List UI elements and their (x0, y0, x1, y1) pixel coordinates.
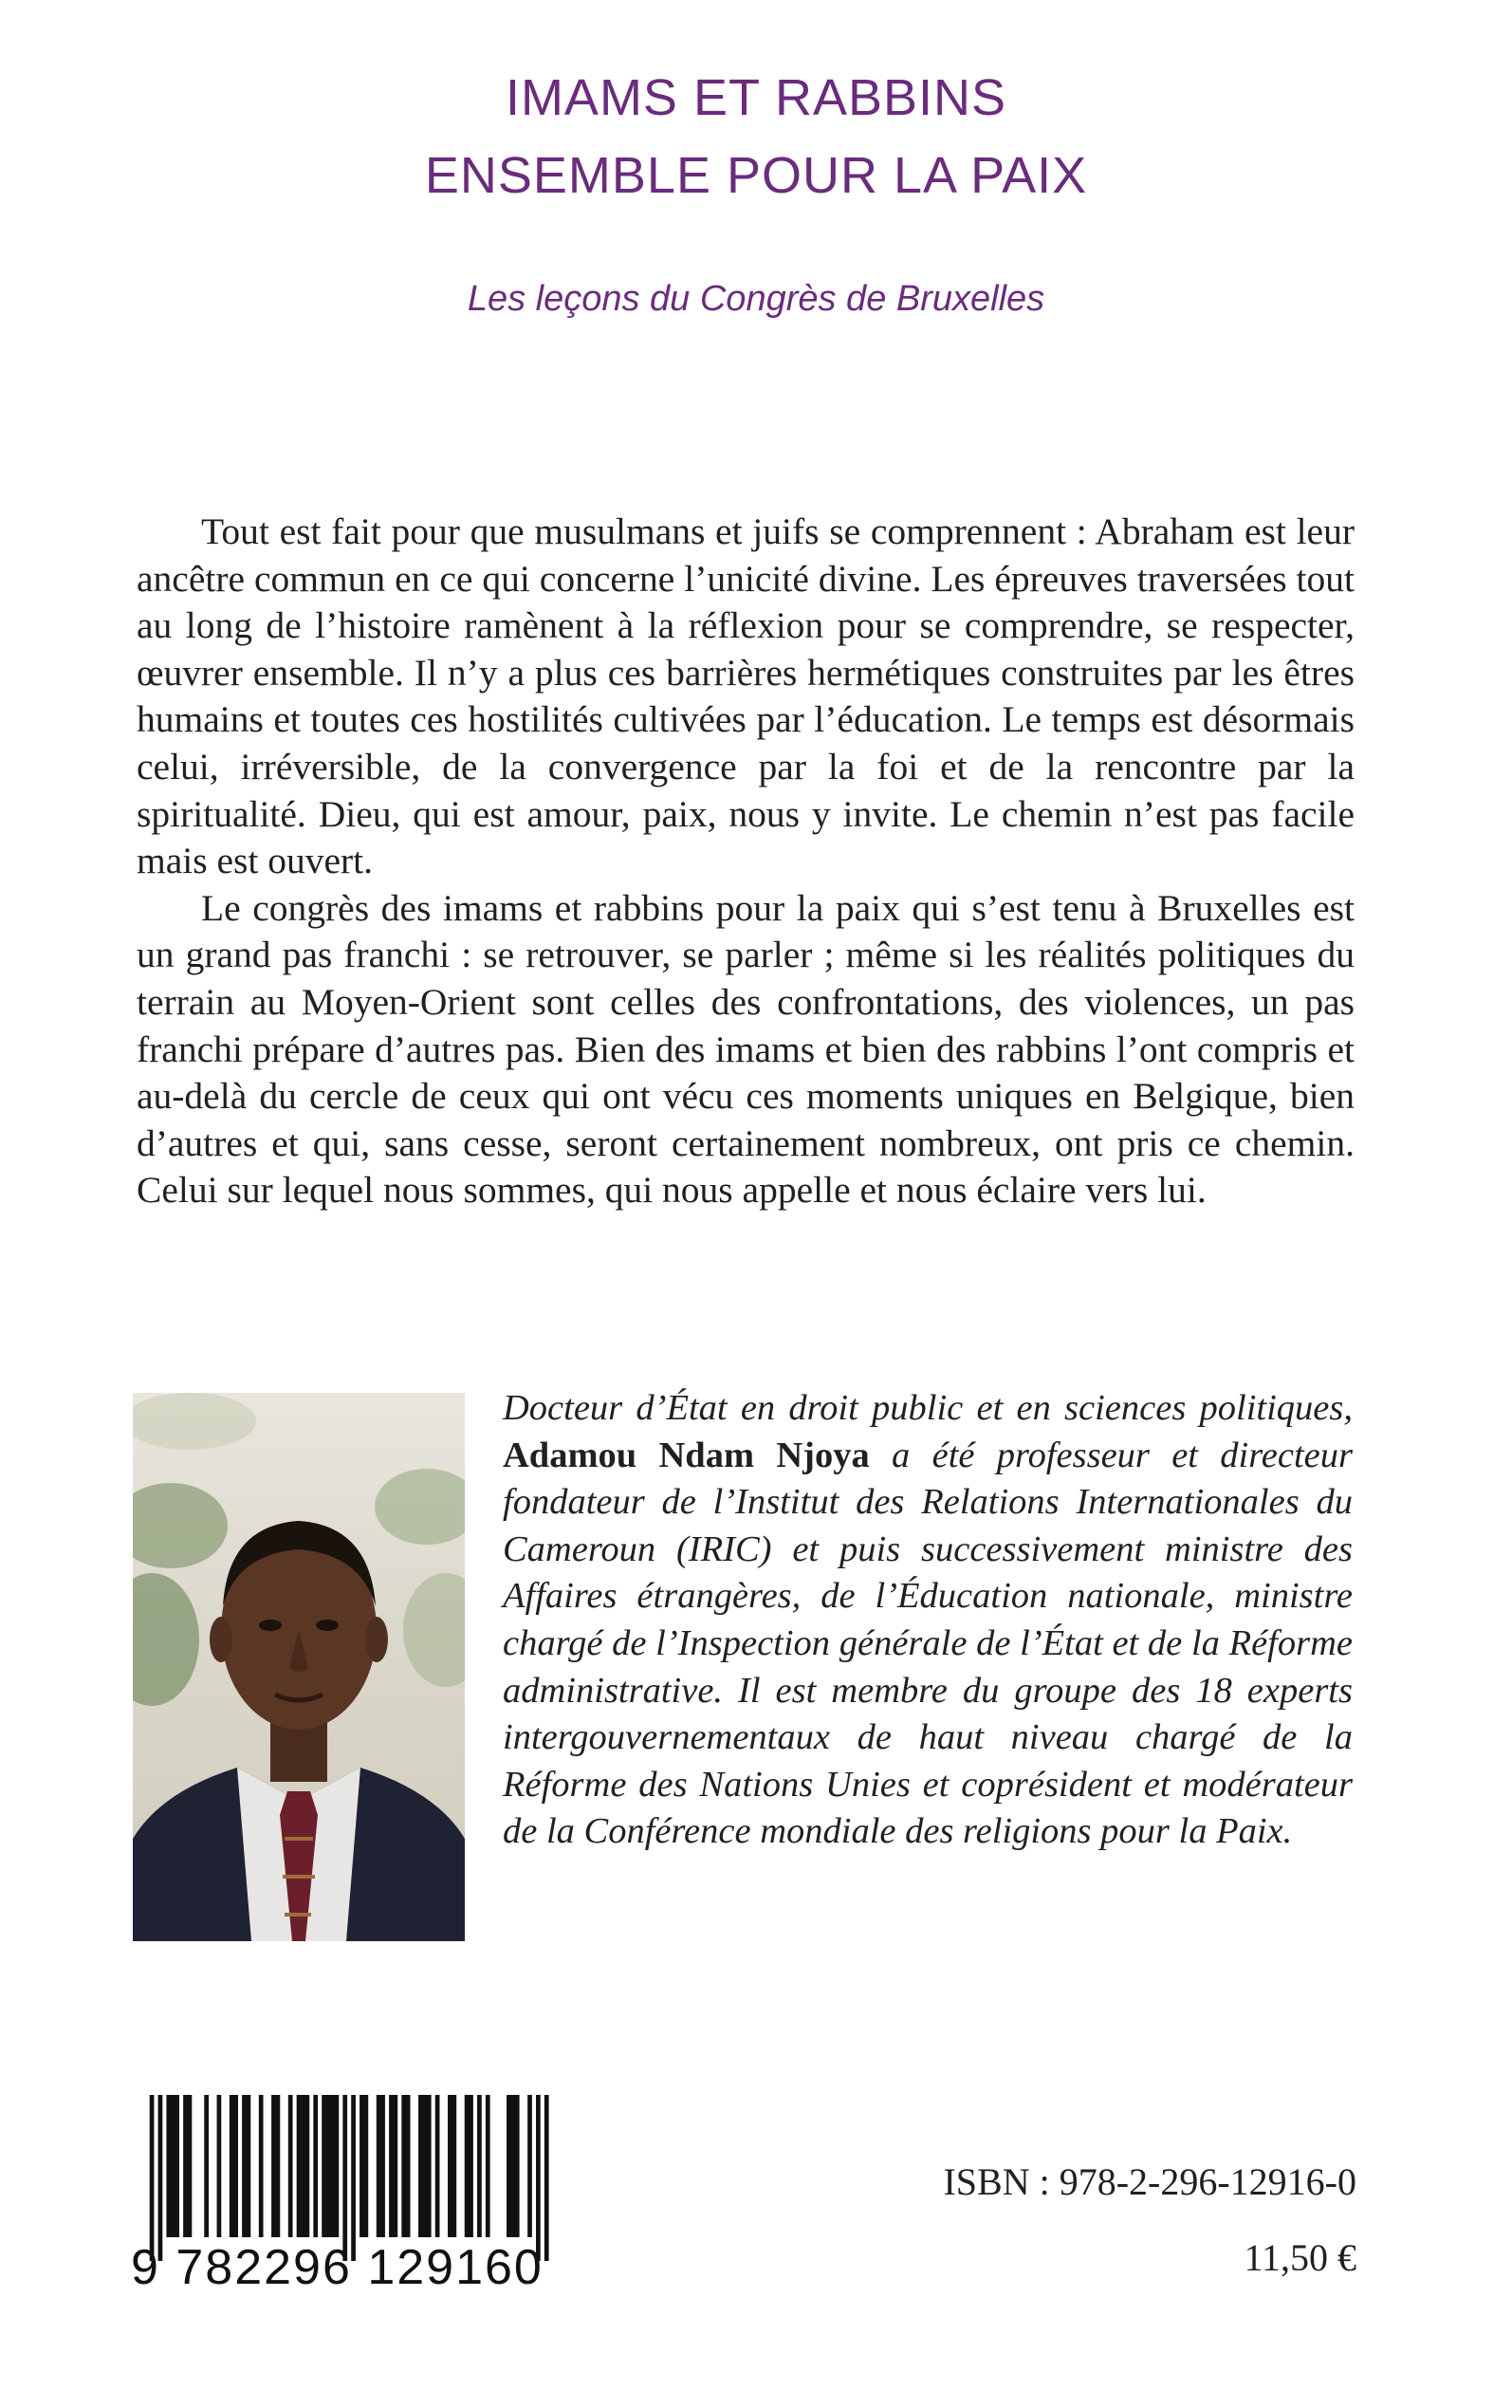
barcode-bar (150, 2095, 155, 2261)
barcode-bar (435, 2095, 440, 2237)
barcode-bar (406, 2095, 411, 2237)
barcode-bar (322, 2095, 326, 2237)
barcode-bar (247, 2095, 251, 2237)
barcode-bar (259, 2095, 264, 2237)
book-subtitle: Les leçons du Congrès de Bruxelles (467, 279, 1045, 319)
barcode-bar (465, 2095, 470, 2237)
book-title (0, 59, 1512, 214)
barcode-bar (418, 2095, 423, 2237)
barcode-bar (158, 2095, 163, 2261)
barcode-bar (389, 2095, 394, 2237)
barcode-bar (422, 2095, 427, 2237)
back-cover-text (137, 509, 1355, 1214)
barcode-bar (427, 2095, 432, 2237)
barcode-bar (363, 2095, 368, 2237)
paragraph-1: Tout est fait pour que musulmans et juifs se comprennent : Abraham est leur ancêtre commun en ce qui concerne l’unicité divine. Les épreuves traversées tout au long de l’histoire ramènent à la réflexion pour se comprendre, se respecter, œuvrer ensemble. Il n’y a plus ces barrières hermétiques construites par les êtres humains et toutes ces hostilités cultivées par l’éducation. Le temps est désormais celui, irréversible, de la convergence par la foi et de la rencontre par la spiritualité. Dieu, qui est amour, paix, nous y invite. Le chemin n’est pas facile mais est ouvert. (137, 510, 1355, 882)
price: 11,50 € (1244, 2236, 1356, 2279)
author-portrait-illustration (133, 1393, 465, 1941)
isbn: ISBN : 978-2-296-12916-0 (943, 2160, 1356, 2203)
author-biography (503, 1385, 1353, 1856)
barcode-bar (515, 2095, 520, 2237)
barcode-bar (288, 2095, 293, 2237)
barcode-bar (527, 2095, 532, 2237)
barcode-bar (360, 2095, 364, 2237)
barcode-bar (313, 2095, 318, 2237)
barcode-bar (188, 2095, 193, 2237)
barcode-bar (276, 2095, 281, 2237)
barcode-bar (452, 2095, 456, 2237)
barcode-bar (271, 2095, 276, 2237)
barcode-bar (469, 2095, 473, 2237)
title-line-2: ENSEMBLE POUR LA PAIX (424, 147, 1088, 204)
barcode-bar (393, 2095, 397, 2237)
barcode-bar (486, 2095, 490, 2237)
barcode-bar (510, 2095, 515, 2237)
paragraph-2: Le congrès des imams et rabbins pour la paix qui s’est tenu à Bruxelles est un grand pas franchi : se retrouver, se parler ; même si les réalités politiques du terrain au Moyen-Orient sont celles des confrontations, des violences, un pas franchi prépare d’autres pas. Bien des imams et bien des rabbins l’ont compris et au-delà du cercle de ceux qui ont vécu ces moments uniques en Belgique, bien d’autres et qui, sans cesse, seront certainement nombreux, ont pris ce chemin. Celui sur lequel nous sommes, qui nous appelle et nous éclaire vers lui. (137, 886, 1355, 1212)
title-line-1: IMAMS ET RABBINS (505, 69, 1007, 126)
barcode-bar (301, 2095, 305, 2237)
barcode-bar (175, 2095, 179, 2237)
barcode-bar (233, 2095, 238, 2237)
barcode-bar (507, 2095, 511, 2237)
barcode-bar (297, 2095, 302, 2237)
barcode-bar (330, 2095, 335, 2237)
author-name: Adamou Ndam Njoya (503, 1435, 870, 1475)
barcode-bar (544, 2095, 549, 2261)
bio-intro: Docteur d’État en droit public et en sciences politiques, (503, 1388, 1353, 1428)
barcode-bar (204, 2095, 209, 2237)
barcode-bar (377, 2095, 381, 2237)
barcode-bar (171, 2095, 175, 2237)
barcode-bar (242, 2095, 247, 2237)
barcode-bar (351, 2095, 356, 2261)
barcode-bar (401, 2095, 406, 2237)
author-photo (133, 1393, 465, 1941)
barcode-bar (183, 2095, 188, 2237)
barcode-bar (230, 2095, 234, 2237)
bio-rest: a été professeur et directeur fondateur de l’Institut des Relations Internationales du Cameroun (IRIC) et puis successivement ministre des Affaires étrangères, de l’Éducation nationale, ministre chargé de l’Inspection générale de l’État et de la Réforme administrative. Il est membre du groupe des 18 experts intergouvernementaux de haut niveau chargé de la Réforme des Nations Unies et coprésident et modérateur de la Conférence mondiale des religions pour la Paix. (503, 1435, 1354, 1852)
barcode-bar (166, 2095, 171, 2237)
barcode-bar (342, 2095, 347, 2261)
barcode-digits: 9 782296 129160 (131, 2240, 544, 2295)
barcode-bar (217, 2095, 222, 2237)
barcode-bar (326, 2095, 331, 2237)
barcode-bar (305, 2095, 310, 2237)
barcode-bar (536, 2095, 541, 2261)
barcode-bar (477, 2095, 482, 2237)
barcode-bar (380, 2095, 385, 2237)
barcode-bar (335, 2095, 340, 2237)
barcode-bar (448, 2095, 452, 2237)
